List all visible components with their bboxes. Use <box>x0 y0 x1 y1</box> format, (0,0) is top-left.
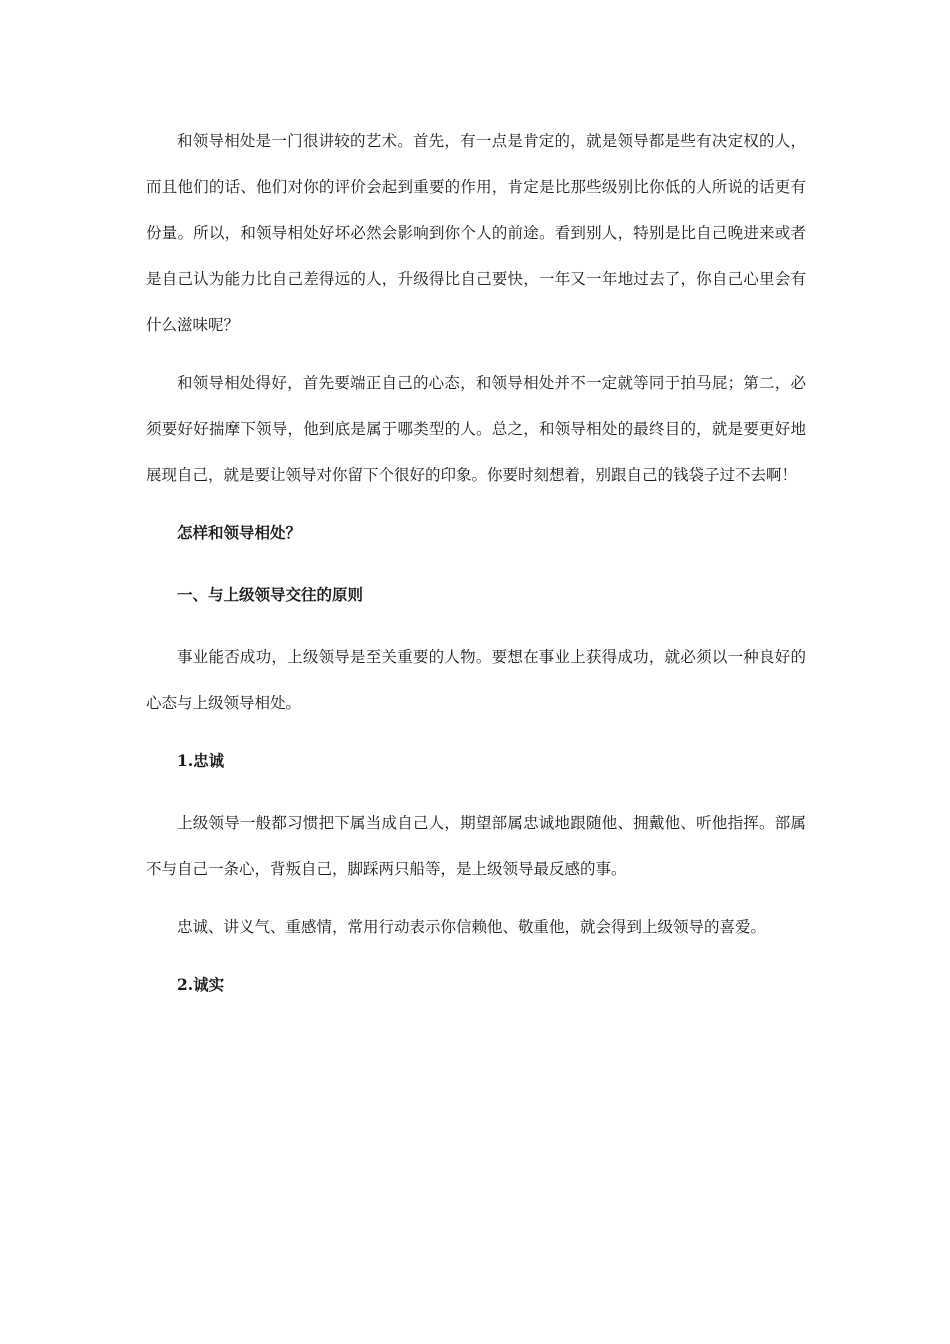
item-1-paragraph-2: 忠诚、讲义气、重感情，常用行动表示你信赖他、敬重他，就会得到上级领导的喜爱。 <box>177 918 767 936</box>
item-1-paragraph-1: 上级领导一般都习惯把下属当成自己人，期望部属忠诚地跟随他、拥戴他、听他指挥。部属不与自己一条心，背叛自己，脚踩两只船等，是上级领导最反感的事。 <box>146 814 806 878</box>
intro-paragraph-2: 和领导相处得好，首先要端正自己的心态，和领导相处并不一定就等同于拍马屁；第二，必须要好好揣摩下领导，他到底是属于哪类型的人。总之，和领导相处的最终目的，就是要更好地展现自己，就是要让领导对你留下个很好的印象。你要时刻想着，别跟自己的钱袋子过不去啊！ <box>146 374 806 484</box>
main-heading: 怎样和领导相处？ <box>177 523 302 542</box>
item-2-title: 2.诚实 <box>177 975 225 994</box>
item-1-title: 1.忠诚 <box>177 751 225 770</box>
intro-paragraph-1: 和领导相处是一门很讲较的艺术。首先，有一点是肯定的，就是领导都是些有决定权的人，而且他们的话、他们对你的评价会起到重要的作用，肯定是比那些级别比你低的人所说的话更有份量。所以，和领导相处好坏必然会影响到你个人的前途。看到别人，特别是比自己晚进来或者是自己认为能力比自己差得远的人，升级得比自己要快，一年又一年地过去了，你自己心里会有什么滋味呢？ <box>146 132 806 334</box>
section-1-intro: 事业能否成功，上级领导是至关重要的人物。要想在事业上获得成功，就必须以一种良好的心态与上级领导相处。 <box>146 648 806 712</box>
document-body <box>146 118 806 1024</box>
section-1-title: 一、与上级领导交往的原则 <box>177 585 364 604</box>
